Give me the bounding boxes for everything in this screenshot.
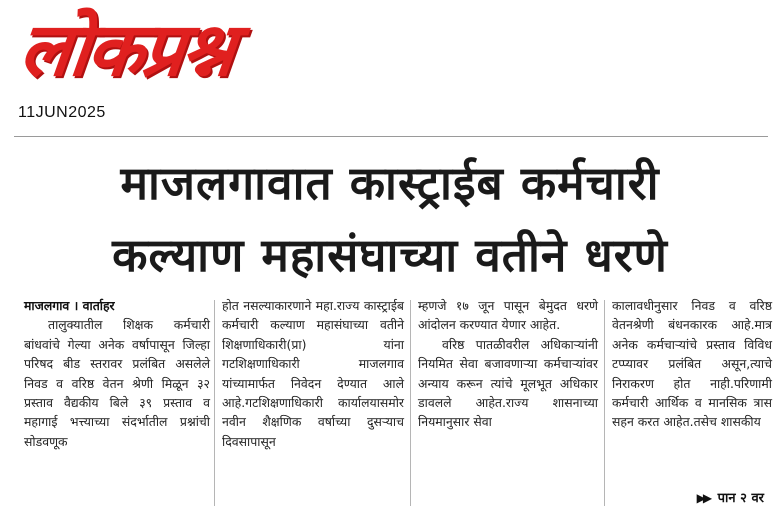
article-column-4 xyxy=(612,296,772,506)
column-2-text: होत नसल्याकारणाने महा.राज्य कास्ट्राईब कर्मचारी कल्याण महासंघाच्या वतीने शिक्षणाधिकारी(प्रा) यांना गटशिक्षणाधिकारी माजलगाव यांच्यामार्फत निवेदन देण्यात आले आहे.गटशिक्षणाधिकारी कार्यालयासमोर नवीन शैक्षणिक वर्षाच्या दुसऱ्याच दिवसापासून xyxy=(222,298,404,449)
column-divider xyxy=(214,300,215,506)
dateline: माजलगाव । वार्ताहर xyxy=(24,298,115,313)
column-3-text-a: म्हणजे १७ जून पासून बेमुदत धरणे आंदोलन करण्यात येणार आहेत. xyxy=(418,298,598,333)
masthead xyxy=(8,2,298,102)
headline-line-1: माजलगावात कास्ट्राईब कर्मचारी xyxy=(120,156,660,210)
headline-line-2: कल्याण महासंघाच्या वतीने धरणे xyxy=(112,228,668,282)
article-column-3 xyxy=(418,296,598,506)
column-3-text-b: वरिष्ठ पातळीवरील अधिकाऱ्यांनी नियमित सेवा बजावणाऱ्या कर्मचाऱ्यांवर अन्याय करून त्यांचे मूलभूत अधिकार डावलले आहेत.राज्य शासनाच्या नियमानुसार सेवा xyxy=(418,336,598,430)
column-divider xyxy=(604,300,605,506)
issue-date: 11JUN2025 xyxy=(18,104,106,121)
newspaper-logo: लोकप्रश्न xyxy=(15,7,238,93)
continued-on-page-link[interactable] xyxy=(697,488,764,506)
column-4-text: कालावधीनुसार निवड व वरिष्ठ वेतनश्रेणी बंधनकारक आहे.मात्र अनेक कर्मचाऱ्यांचे प्रस्ताव विविध टप्प्यावर प्रलंबित असून,त्याचे निराकरण होत नाही.परिणामी कर्मचारी आर्थिक व मानसिक त्रास सहन करत आहेत.तसेच शासकीय xyxy=(612,298,772,430)
continued-label: पान २ वर xyxy=(717,491,764,506)
article-body xyxy=(14,296,770,510)
header-divider xyxy=(14,136,768,137)
fast-forward-icon: ▶▶ xyxy=(696,491,710,505)
column-1-text: तालुक्यातील शिक्षक कर्मचारी बांधवांचे गेल्या अनेक वर्षापासून जिल्हा परिषद बीड स्तरावर प्रलंबित असलेले निवड व वरिष्ठ वेतन श्रेणी मिळून ३२ प्रस्ताव वैद्यकीय बिले ३९ प्रस्ताव व महागाई भत्त्याच्या संदर्भातील प्रश्नांची सोडवणूक xyxy=(24,317,210,449)
article-column-2 xyxy=(222,296,404,506)
article-column-1 xyxy=(24,296,210,506)
column-divider xyxy=(410,300,411,506)
